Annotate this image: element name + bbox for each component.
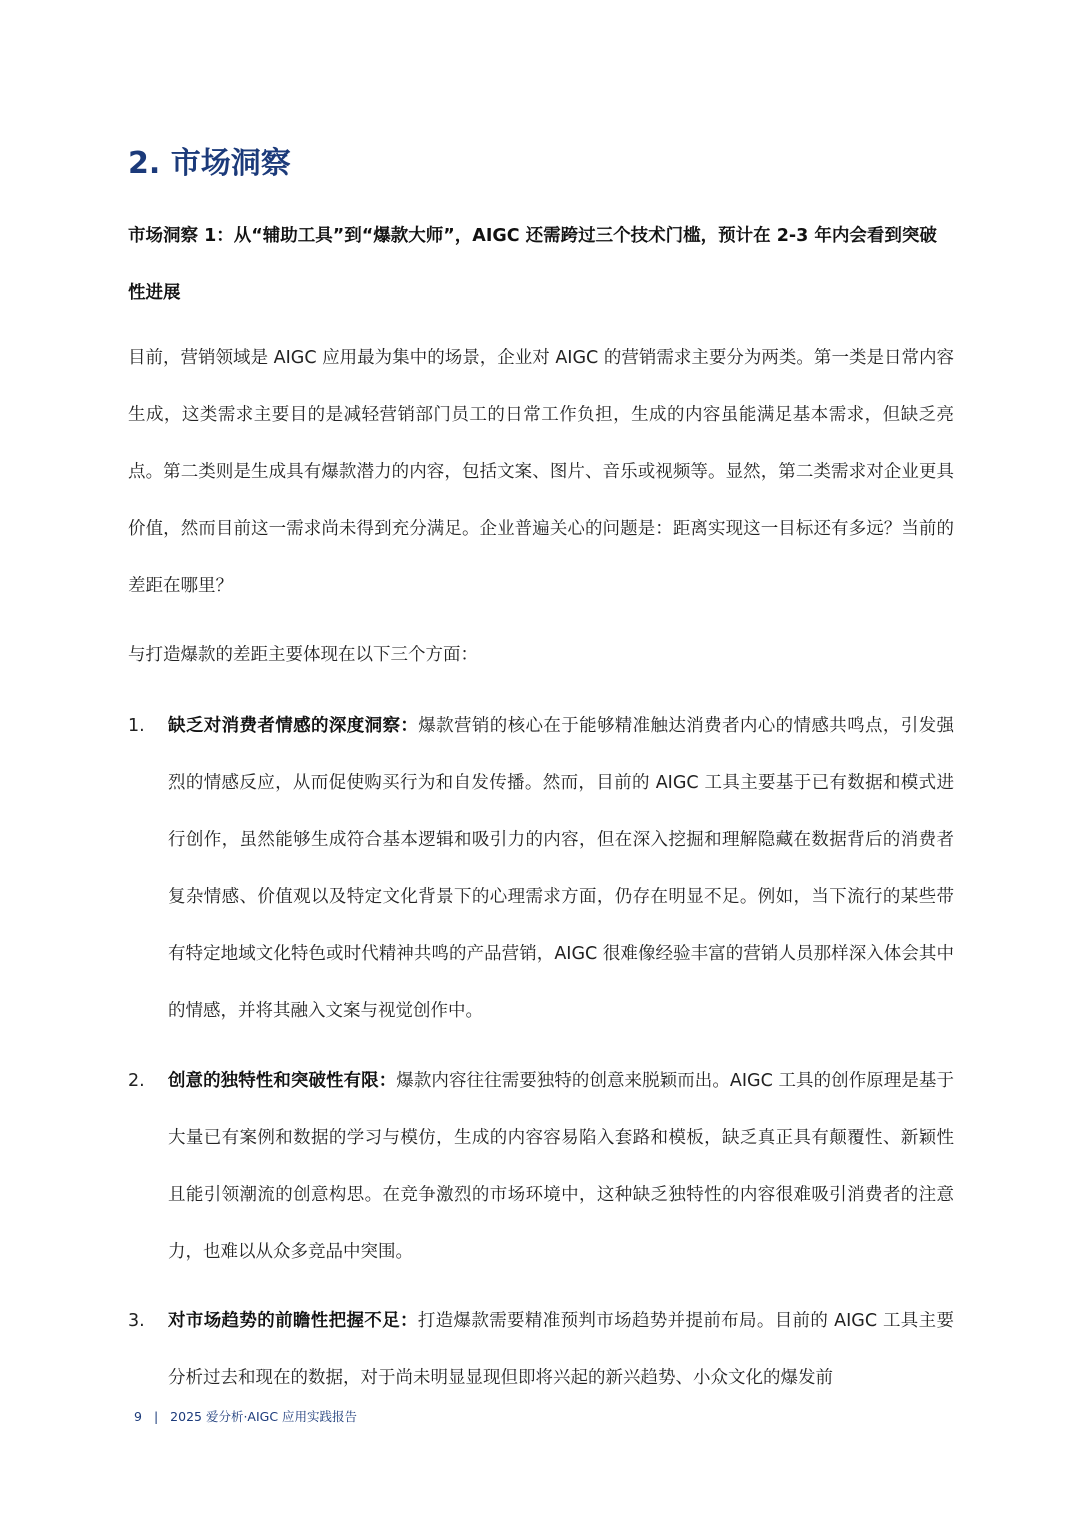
list-item [128,698,954,1040]
footer-separator: | [153,1409,159,1424]
list-item-lead: 缺乏对消费者情感的深度洞察： [168,716,419,736]
gap-list-3 [128,1293,954,1407]
list-item [128,1293,954,1407]
list-item-lead: 创意的独特性和突破性有限： [168,1071,397,1091]
list-item [128,1053,954,1281]
list-item-text: 打造爆款需要精准预判市场趋势并提前布局。目前的 AIGC 工具主要分析过去和现在的数据，对于尚未明显显现但即将兴起的新兴趋势、小众文化的爆发前 [168,1311,954,1388]
list-item-lead: 对市场趋势的前瞻性把握不足： [168,1311,418,1331]
intro-paragraph: 目前，营销领域是 AIGC 应用最为集中的场景，企业对 AIGC 的营销需求主要分为两类。第一类是日常内容生成，这类需求主要目的是减轻营销部门员工的日常工作负担，生成的内容虽能满足基本需求，但缺乏亮点。第二类则是生成具有爆款潜力的内容，包括文案、图片、音乐或视频等。显然，第二类需求对企业更具价值，然而目前这一需求尚未得到充分满足。企业普遍关心的问题是：距离实现这一目标还有多远？当前的差距在哪里？ [128,348,954,596]
list-item-text: 爆款营销的核心在于能够精准触达消费者内心的情感共鸣点，引发强烈的情感反应，从而促使购买行为和自发传播。然而，目前的 AIGC 工具主要基于已有数据和模式进行创作，虽然能够生成符合基本逻辑和吸引力的内容，但在深入挖掘和理解隐藏在数据背后的消费者复杂情感、价值观以及特定文化背景下的心理需求方面，仍存在明显不足。例如，当下流行的某些带有特定地域文化特色或时代精神共鸣的产品营销，AIGC 很难像经验丰富的营销人员那样深入体会其中的情感，并将其融入文案与视觉创作中。 [168,716,955,1021]
list-item-text: 爆款内容往往需要独特的创意来脱颖而出。AIGC 工具的创作原理是基于大量已有案例和数据的学习与模仿，生成的内容容易陷入套路和模板，缺乏真正具有颠覆性、新颖性且能引领潮流的创意构思。在竞争激烈的市场环境中，这种缺乏独特性的内容很难吸引消费者的注意力，也难以从众多竞品中突围。 [168,1071,954,1262]
gap-intro-paragraph: 与打造爆款的差距主要体现在以下三个方面： [128,645,478,665]
list-number: 2. [128,1071,145,1091]
list-number: 1. [128,716,145,736]
insight-heading: 市场洞察 1：从“辅助工具”到“爆款大师”，AIGC 还需跨过三个技术门槛，预计在 2-3 年内会看到突破性进展 [128,226,937,303]
section-title: 2. 市场洞察 [128,146,291,181]
gap-list-2 [128,1053,954,1281]
report-title: 2025 爱分析·AIGC 应用实践报告 [170,1409,358,1424]
page-number: 9 [134,1409,142,1424]
page-footer [134,1407,357,1425]
list-number: 3. [128,1311,145,1331]
gap-list-1 [128,698,954,1040]
